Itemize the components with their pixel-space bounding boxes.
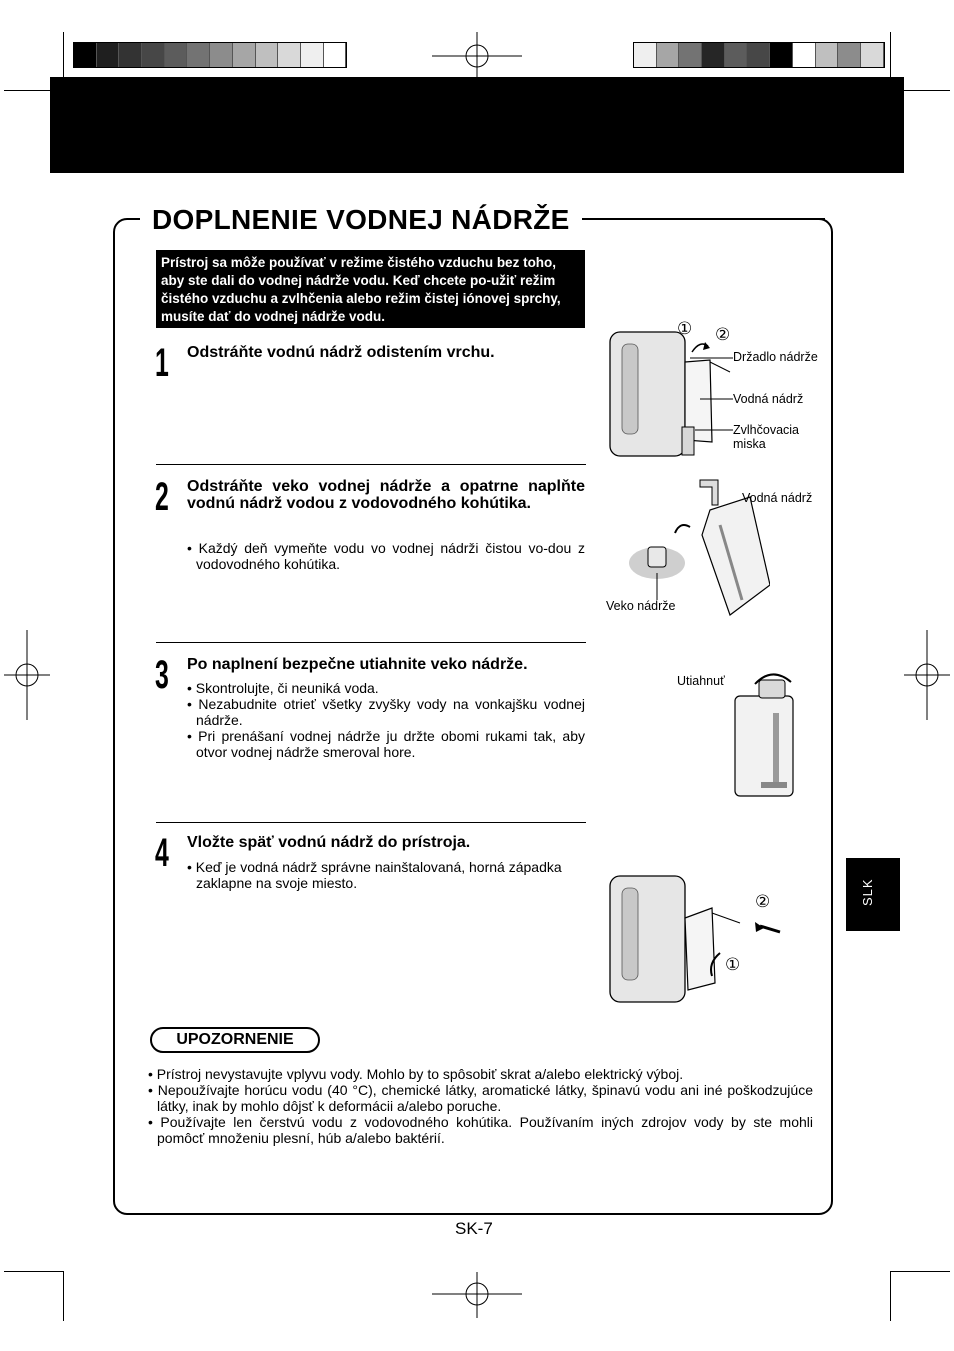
color-swatch — [301, 43, 324, 67]
color-swatch — [187, 43, 210, 67]
fig1-label-handle: Držadlo nádrže — [733, 350, 818, 364]
color-swatch — [770, 43, 793, 67]
color-swatch — [838, 43, 861, 67]
fig2-label-tank: Vodná nádrž — [742, 491, 813, 505]
color-swatch — [74, 43, 97, 67]
fig4-marker-2: ② — [755, 892, 771, 911]
step-2-number: 2 — [155, 475, 169, 519]
page-number: SK-7 — [455, 1219, 493, 1238]
caution-list — [148, 1066, 813, 1146]
page-title: DOPLNENIE VODNEJ NÁDRŽE — [152, 204, 570, 235]
color-swatch — [679, 43, 702, 67]
fig4-marker-1: ① — [725, 955, 741, 974]
step-3-number: 3 — [155, 653, 169, 697]
caution-item: • Prístroj nevystavujte vplyvu vody. Mohlo by to spôsobiť skrat a/alebo elektrický výboj. — [148, 1066, 684, 1082]
step-4-number: 4 — [155, 831, 169, 875]
step-2-bullets — [187, 540, 585, 572]
color-swatch — [324, 43, 347, 67]
step-4-bullets — [187, 859, 567, 891]
title-rule — [585, 218, 825, 220]
color-swatch — [861, 43, 884, 67]
title-wrap — [140, 196, 582, 244]
fig3-label-tighten: Utiahnuť — [677, 674, 725, 688]
color-swatch — [816, 43, 839, 67]
caution-item: • Používajte len čerstvú vodu z vodovodného kohútika. Používaním iných zdrojov vody by ste mohli pomôcť množeniu plesní, húb a/alebo baktérií. — [148, 1114, 813, 1146]
color-calibration-bar-left — [73, 42, 347, 68]
step-1-title: Odstráňte vodnú nádrž odistením vrchu. — [187, 344, 495, 361]
color-swatch — [793, 43, 816, 67]
color-swatch — [725, 43, 748, 67]
step-divider — [156, 642, 586, 643]
caution-badge: UPOZORNENIE — [150, 1027, 320, 1053]
color-swatch — [634, 43, 657, 67]
step-divider — [156, 464, 586, 465]
bullet-item: • Pri prenášaní vodnej nádrže ju držte obomi rukami tak, aby otvor vodnej nádrže smeroval hore. — [187, 728, 585, 760]
step-4-title: Vložte späť vodnú nádrž do prístroja. — [187, 834, 471, 851]
step-3-title: Po naplnení bezpečne utiahnite veko nádrže. — [187, 656, 528, 673]
color-swatch — [233, 43, 256, 67]
bullet-item: • Skontrolujte, či neuniká voda. — [187, 680, 379, 696]
fig1-label-tank: Vodná nádrž — [733, 392, 804, 406]
color-swatch — [210, 43, 233, 67]
fig1-marker-1: ① — [677, 319, 693, 338]
language-tab — [846, 858, 900, 931]
figure-tighten-cap — [715, 658, 805, 803]
bullet-item: • Každý deň vymeňte vodu vo vodnej nádrži čistou vo-dou z vodovodného kohútika. — [187, 540, 585, 572]
color-swatch — [702, 43, 725, 67]
color-swatch — [747, 43, 770, 67]
color-swatch — [119, 43, 142, 67]
color-swatch — [97, 43, 120, 67]
color-swatch — [256, 43, 279, 67]
intro-notice: Prístroj sa môže používať v režime čistého vzduchu bez toho, aby ste dali do vodnej nádrže vodu. Keď chcete po-užiť režim čistého vzduchu a zvlhčenia alebo režim čistej iónovej sprchy, musíte dať do vodnej nádrže vodu. — [156, 250, 585, 328]
step-1-number: 1 — [155, 341, 169, 385]
step-3-bullets — [187, 680, 585, 760]
caution-item: • Nepoužívajte horúcu vodu (40 °C), chemické látky, aromatické látky, špinavú vodu ani iné poškodzujúce látky, inak by mohlo dôjsť k deformácii a/alebo poruche. — [148, 1082, 813, 1114]
fig1-leader-lines — [680, 350, 735, 440]
language-tab-label: SLK — [860, 878, 875, 906]
header-band — [50, 77, 904, 173]
bullet-item: • Nezabudnite otrieť všetky zvyšky vody na vonkajšku vodnej nádrže. — [187, 696, 585, 728]
color-swatch — [165, 43, 188, 67]
fig1-label-tray: Zvlhčovacia miska — [733, 423, 799, 451]
color-swatch — [278, 43, 301, 67]
figure-reinsert-tank — [600, 868, 790, 1008]
fig1-marker-2: ② — [715, 325, 731, 344]
step-2-title: Odstráňte veko vodnej nádrže a opatrne naplňte vodnú nádrž vodou z vodovodného kohútika. — [187, 478, 585, 512]
bullet-item: • Keď je vodná nádrž správne nainštalovaná, horná západka zaklapne na svoje miesto. — [187, 859, 562, 891]
color-swatch — [657, 43, 680, 67]
color-swatch — [142, 43, 165, 67]
fig2-label-cap: Veko nádrže — [606, 599, 676, 613]
color-calibration-bar-right — [633, 42, 885, 68]
step-divider — [156, 822, 586, 823]
